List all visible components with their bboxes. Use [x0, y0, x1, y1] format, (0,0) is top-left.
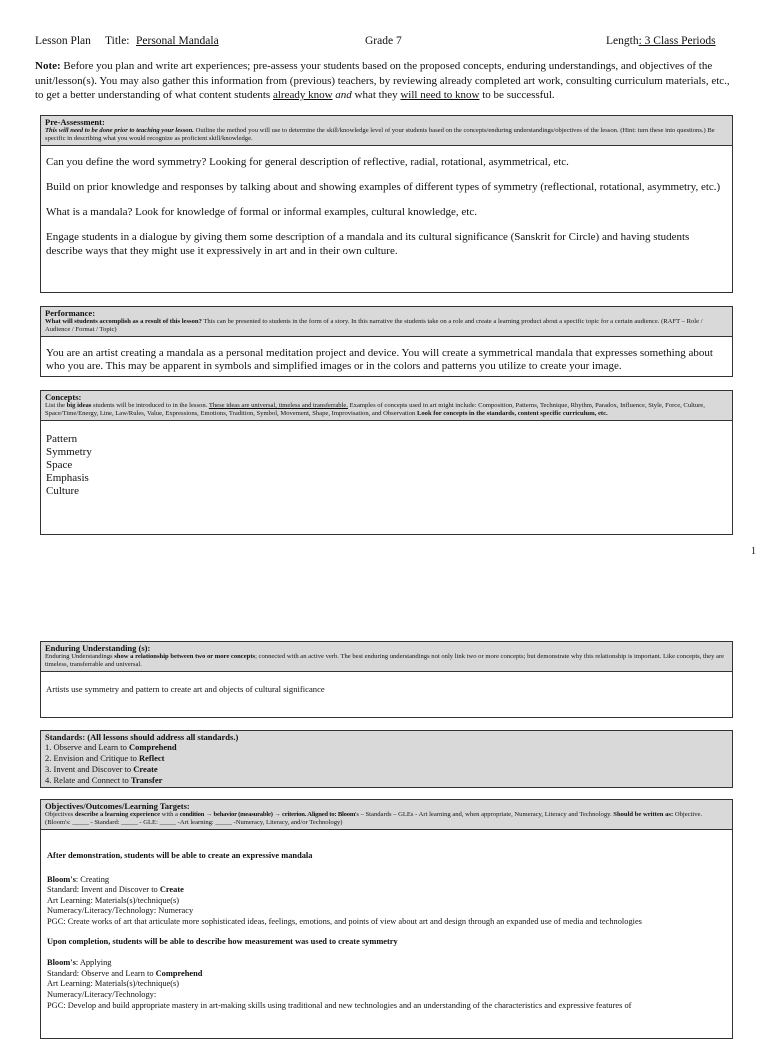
enduring-intro-a: Enduring Understandings [45, 653, 115, 660]
concept-item: Space [46, 459, 73, 471]
lesson-plan-label: Lesson Plan [35, 35, 91, 47]
length-field [606, 35, 716, 47]
standard-item-text: 3. Invent and Discover to [45, 764, 134, 774]
concepts-box [40, 390, 733, 535]
note-label: Note: [35, 60, 61, 72]
concepts-intro-a: List the [45, 402, 67, 409]
note-paragraph [35, 59, 735, 103]
standards-title: Standards: (All lessons should address all standards.) [45, 732, 239, 742]
enduring-intro-b: ; connected with an active verb. The best enduring understandings not only link two or more concepts; but demonstrate why this relationship is important. Like concepts, they are timeless, transferrable and universal. [45, 653, 725, 668]
enduring-title: Enduring Understanding (s): [45, 643, 151, 653]
objectives-intro-formula: condition → behavior (measurable) → criterion. Aligned to: Bloom [179, 811, 356, 818]
note-text-2: what they [351, 89, 401, 101]
concept-item: Symmetry [46, 446, 92, 458]
standards-box [40, 730, 733, 788]
standard-prefix: Standard: Invent and Discover to [47, 885, 160, 895]
art-learning: Art Learning: Materials(s)/technique(s) [47, 895, 180, 905]
standard-item-bold: Transfer [130, 775, 163, 785]
standard-item [45, 742, 728, 753]
objectives-body [41, 830, 732, 1024]
lesson-header [35, 35, 735, 51]
objectives-title: Objectives/Outcomes/Learning Targets: [45, 801, 190, 811]
objectives-intro-bold: describe a learning experience [74, 811, 161, 818]
objectives-intro-a: Objectives [45, 811, 75, 818]
concepts-intro-b: students will be introduced to in the lesson. [91, 402, 209, 409]
concepts-title: Concepts: [45, 392, 82, 402]
objectives-header [41, 800, 732, 830]
concepts-header [41, 391, 732, 421]
pre-assessment-header [41, 116, 732, 146]
concept-item: Emphasis [46, 472, 89, 484]
note-and: and [335, 89, 352, 101]
pre-assessment-paragraph: Build on prior knowledge and responses by talking about and showing examples of different types of symmetry (reflectional, rotational, asymmetry, etc.) [46, 181, 721, 193]
pre-assessment-paragraph: Can you define the word symmetry? Looking for general description of reflective, radial, rotational, asymmetrical, etc. [46, 156, 569, 168]
numeracy-literacy: Numeracy/Literacy/Technology: Numeracy [47, 906, 194, 916]
concepts-intro-underline: These ideas are universal, timeless and transferrable. [208, 402, 348, 409]
length-value: : 3 Class Periods [638, 35, 716, 47]
pre-assessment-intro: Outline the method you will use to determine the skill/knowledge level of your students based on the concepts/enduring understandings/objectives of the lesson. (Hint: turn these into questions.) Be specific in describing what you would recognize as proficient skill/knowledge. [45, 127, 715, 142]
objective-heading: Upon completion, students will be able to describe how measurement was used to create symmetry [47, 936, 398, 946]
standard-item-text: 4. Relate and Connect to [45, 775, 131, 785]
performance-title: Performance: [45, 308, 96, 318]
pre-assessment-title: Pre-Assessment: [45, 117, 105, 127]
art-learning: Art Learning: Materials(s)/technique(s) [47, 979, 180, 989]
note-already-know: already know [272, 89, 333, 101]
grade: Grade 7 [365, 35, 402, 47]
pgc: PGC: Create works of art that articulate more sophisticated ideas, feelings, emotions, and points of view about art and design through an expanded use of media and technologies [47, 916, 642, 926]
standard-item-bold: Comprehend [129, 742, 177, 752]
concepts-intro-bold2: Look for concepts in the standards, content specific curriculum, etc. [416, 410, 608, 417]
blooms-value: : Applying [75, 958, 112, 968]
objectives-box [40, 799, 733, 1039]
pre-assessment-paragraph: What is a mandala? Look for knowledge of formal or informal examples, cultural knowledge, etc. [46, 206, 477, 218]
blooms-value: : Creating [75, 874, 110, 884]
objectives-intro-bold2: Should be written as: [613, 811, 674, 818]
standard-item [45, 753, 728, 764]
concepts-intro-c: Examples of concepts used in art might include: Composition, Patterns, Technique, Rhythm, Paradox, Influence, Style, Force, Culture, Space/Time/Energy, Line, Law/Rules, Value, Expressions, Emotions, Tradition, Symbol, Movement, Shape, Improvisation, and Observation [45, 402, 705, 417]
page-number: 1 [751, 546, 756, 557]
objectives-intro-d: Objective. (Bloom's: _____ - Standard: _____ - GLE: _____ -Art learning: _____ -Numeracy, Literacy, and/or Technology) [45, 811, 703, 826]
objectives-intro-b: with a [160, 811, 180, 818]
standard-item-bold: Reflect [138, 753, 165, 763]
length-label: Length [606, 35, 639, 47]
note-text-1: Before you plan and write art experiences; pre-assess your students based on the proposed concepts, enduring understandings, and objectives of the unit/lesson(s). You may also gather this information from (previous) teachers, by reviewing already completed art work, consulting curriculum materials, etc., to get a better understanding of what content students [35, 60, 730, 101]
enduring-header [41, 642, 732, 672]
title-label: Title: [105, 35, 130, 47]
standard-bold: Comprehend [155, 968, 203, 978]
concepts-list [41, 421, 732, 502]
objective-details [47, 958, 726, 1011]
concepts-intro-bold: big ideas [66, 402, 92, 409]
pre-assessment-intro-bold: This will need to be done prior to teaching your lesson. [45, 127, 194, 134]
performance-intro: This can be presented to students in the form of a story. In this narrative the students take on a role and create a learning product about a specific topic for a certain audience. (RAFT – Role / Audience / Format / Topic) [45, 318, 703, 333]
enduring-intro-bold: show a relationship between two or more concepts [114, 653, 256, 660]
blooms-label: Bloom's [47, 958, 76, 968]
enduring-box [40, 641, 733, 718]
standard-item [45, 775, 728, 786]
standard-item-text: 2. Envision and Critique to [45, 753, 139, 763]
performance-box [40, 306, 733, 377]
concept-item: Culture [46, 485, 79, 497]
objective-heading: After demonstration, students will be able to create an expressive mandala [47, 851, 313, 860]
performance-header [41, 307, 732, 337]
note-text-3: to be successful. [479, 89, 555, 101]
title-value: Personal Mandala [136, 35, 219, 47]
standard-item-bold: Create [133, 764, 158, 774]
standard-bold: Create [159, 885, 184, 895]
objectives-intro-c: 's – Standards – GLEs - Art learning and, when appropriate, Numeracy, Literacy and Technology. [355, 811, 614, 818]
pgc: PGC: Develop and build appropriate mastery in art-making skills using traditional and new technologies and an understanding of the characteristics and expressive features of [47, 1000, 632, 1010]
blooms-label: Bloom's [47, 874, 76, 884]
performance-intro-bold: What will students accomplish as a result of this lesson? [45, 318, 202, 325]
standard-item-text: 1. Observe and Learn to [45, 742, 130, 752]
standard-item [45, 764, 728, 775]
pre-assessment-paragraph: Engage students in a dialogue by giving them some description of a mandala and its cultural significance (Sanskrit for Circle) and having students describe ways that they might use it expressively in art and in their own culture. [46, 231, 690, 257]
pre-assessment-body [41, 146, 732, 262]
pre-assessment-box [40, 115, 733, 293]
concept-item: Pattern [46, 433, 78, 445]
note-need-to-know: will need to know [400, 89, 480, 101]
page-break [0, 568, 768, 618]
performance-body: You are an artist creating a mandala as a personal meditation project and device. You will create a symmetrical mandala that expresses something about who you are. This may be apparent in symbols and simplified images or in the colors and patterns you utilize to create your image. [46, 347, 713, 372]
objective-details [47, 875, 726, 928]
standard-prefix: Standard: Observe and Learn to [47, 968, 156, 978]
numeracy-literacy: Numeracy/Literacy/Technology: [47, 989, 157, 999]
enduring-body: Artists use symmetry and pattern to create art and objects of cultural significance [46, 684, 325, 694]
